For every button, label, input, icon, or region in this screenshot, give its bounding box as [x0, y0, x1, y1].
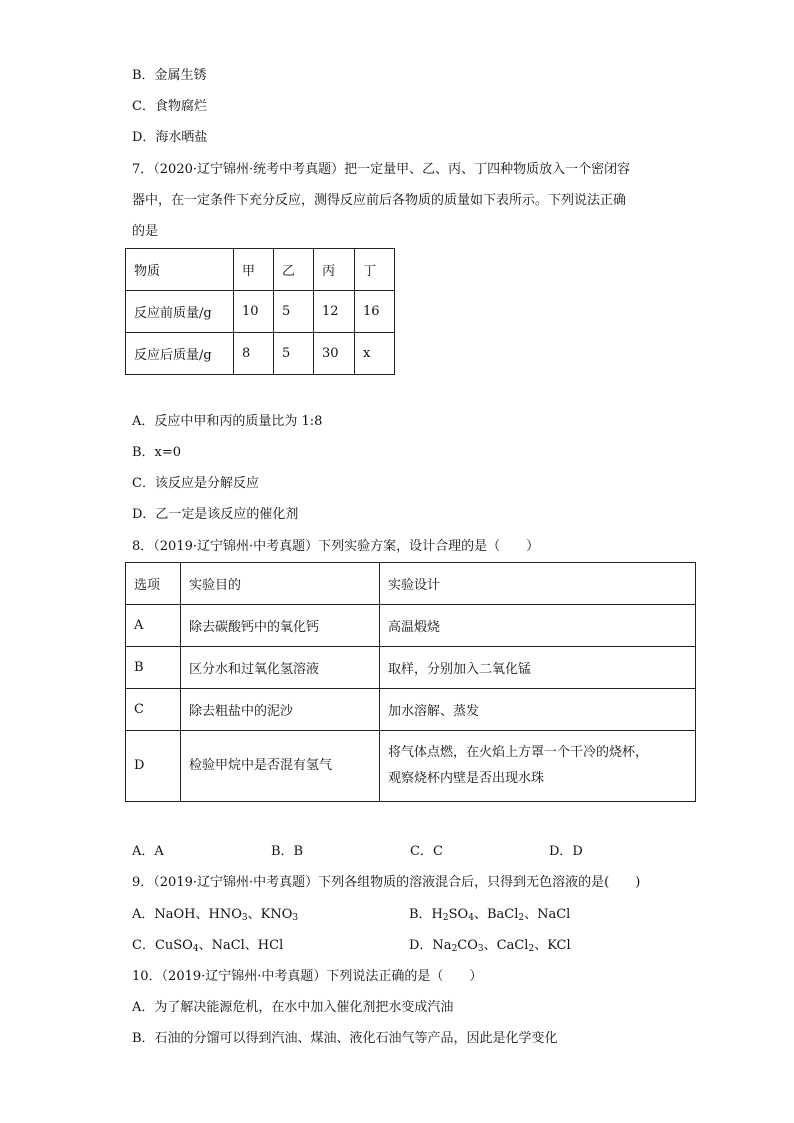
subscript: 4 [468, 913, 474, 923]
table-row [126, 647, 696, 689]
formula-text: CO [457, 938, 478, 953]
q9-options-row2 [132, 936, 692, 956]
table-cell: 16 [355, 291, 395, 333]
table-cell: 高温煅烧 [380, 605, 696, 647]
subscript: 3 [292, 913, 299, 923]
table-cell: 8 [234, 333, 274, 375]
formula-text: C．CuSO [132, 938, 193, 953]
q9-stem: 9．（2019·辽宁锦州·中考真题）下列各组物质的溶液混合后，只得到无色溶液的是( ) [132, 875, 641, 890]
table-cell: 取样，分别加入二氧化锰 [380, 647, 696, 689]
table-header-cell: 物质 [126, 249, 234, 291]
q7-option-d: D．乙一定是该反应的催化剂 [132, 507, 299, 522]
table-cell: 加水溶解、蒸发 [380, 689, 696, 731]
table-cell: 5 [274, 291, 314, 333]
table-row [126, 249, 395, 291]
table-cell: 除去粗盐中的泥沙 [181, 689, 380, 731]
table-cell: 5 [274, 333, 314, 375]
table-header-cell: 实验设计 [380, 563, 696, 605]
q7-option-c: C．该反应是分解反应 [132, 476, 259, 491]
q8-experiment-table [125, 562, 696, 802]
table-cell: x [355, 333, 395, 375]
subscript: 2 [528, 944, 535, 954]
table-row [126, 731, 696, 802]
q8-option-b: B．B [271, 844, 304, 859]
table-cell: C [126, 689, 181, 731]
q10-option-b: B．石油的分馏可以得到汽油、煤油、液化石油气等产品，因此是化学变化 [132, 1031, 558, 1046]
table-cell: 除去碳酸钙中的氧化钙 [181, 605, 380, 647]
cell-line: 将气体点燃，在火焰上方罩一个干冷的烧杯， [388, 745, 649, 760]
q6-option-d: D．海水晒盐 [132, 130, 208, 145]
table-header-cell: 乙 [274, 249, 314, 291]
q10-option-a: A．为了解决能源危机，在水中加入催化剂把水变成汽油 [132, 1000, 454, 1015]
q6-option-c: C．食物腐烂 [132, 99, 207, 114]
q8-option-c: C．C [410, 844, 443, 859]
formula-text: 、NaCl、HCl [198, 938, 284, 953]
q9-option-a [132, 905, 409, 925]
formula-text: 、CaCl [483, 938, 529, 953]
q9-option-c [132, 936, 409, 956]
formula-text: 、NaCl [524, 907, 571, 922]
subscript: 4 [192, 944, 199, 954]
table-cell: 30 [314, 333, 355, 375]
q7-option-a: A．反应中甲和丙的质量比为 1:8 [132, 414, 323, 429]
table-cell: D [126, 731, 181, 802]
q9-option-b [409, 905, 686, 925]
table-row [126, 689, 696, 731]
table-cell [380, 731, 696, 802]
subscript: 2 [518, 913, 525, 923]
cell-line: 观察烧杯内壁是否出现水珠 [388, 771, 545, 786]
q8-option-a: A．A [132, 844, 164, 859]
formula-text: A．NaOH、HNO [132, 907, 242, 922]
formula-text: B．H [409, 907, 443, 922]
q7-option-b: B．x=0 [132, 445, 182, 460]
q9-option-d [409, 936, 686, 956]
subscript: 3 [477, 944, 484, 954]
table-header-cell: 甲 [234, 249, 274, 291]
table-row [126, 291, 395, 333]
table-cell: B [126, 647, 181, 689]
formula-text: SO [448, 907, 469, 922]
q7-stem-line2: 器中，在一定条件下充分反应，测得反应前后各物质的质量如下表所示。下列说法正确 [132, 193, 627, 208]
q7-stem-line1: 7．（2020·辽宁锦州·统考中考真题）把一定量甲、乙、丙、丁四种物质放入一个密闭容 [132, 162, 631, 177]
table-cell: 反应前质量/g [126, 291, 234, 333]
q8-option-d: D．D [549, 844, 583, 859]
formula-text: 、KCl [534, 938, 571, 953]
table-row [126, 563, 696, 605]
table-cell: 区分水和过氧化氢溶液 [181, 647, 380, 689]
q8-options [132, 842, 692, 862]
formula-text: 、BaCl [473, 907, 519, 922]
table-header-cell: 选项 [126, 563, 181, 605]
table-cell: A [126, 605, 181, 647]
table-cell: 10 [234, 291, 274, 333]
q10-stem: 10．（2019·辽宁锦州·中考真题）下列说法正确的是（ ） [132, 969, 483, 984]
q7-mass-table [125, 248, 395, 375]
table-cell: 12 [314, 291, 355, 333]
formula-text: 、KNO [247, 907, 293, 922]
table-cell: 检验甲烷中是否混有氢气 [181, 731, 380, 802]
table-header-cell: 实验目的 [181, 563, 380, 605]
table-row [126, 605, 696, 647]
table-row [126, 333, 395, 375]
q6-option-b: B．金属生锈 [132, 68, 207, 83]
table-header-cell: 丁 [355, 249, 395, 291]
subscript: 3 [241, 913, 248, 923]
subscript: 2 [451, 944, 458, 954]
subscript: 2 [442, 913, 449, 923]
table-header-cell: 丙 [314, 249, 355, 291]
q9-options-row1 [132, 905, 692, 925]
q8-stem: 8．（2019·辽宁锦州·中考真题）下列实验方案，设计合理的是（ ） [132, 539, 540, 554]
formula-text: D．Na [409, 938, 452, 953]
table-cell: 反应后质量/g [126, 333, 234, 375]
q7-stem-line3: 的是 [132, 224, 159, 239]
